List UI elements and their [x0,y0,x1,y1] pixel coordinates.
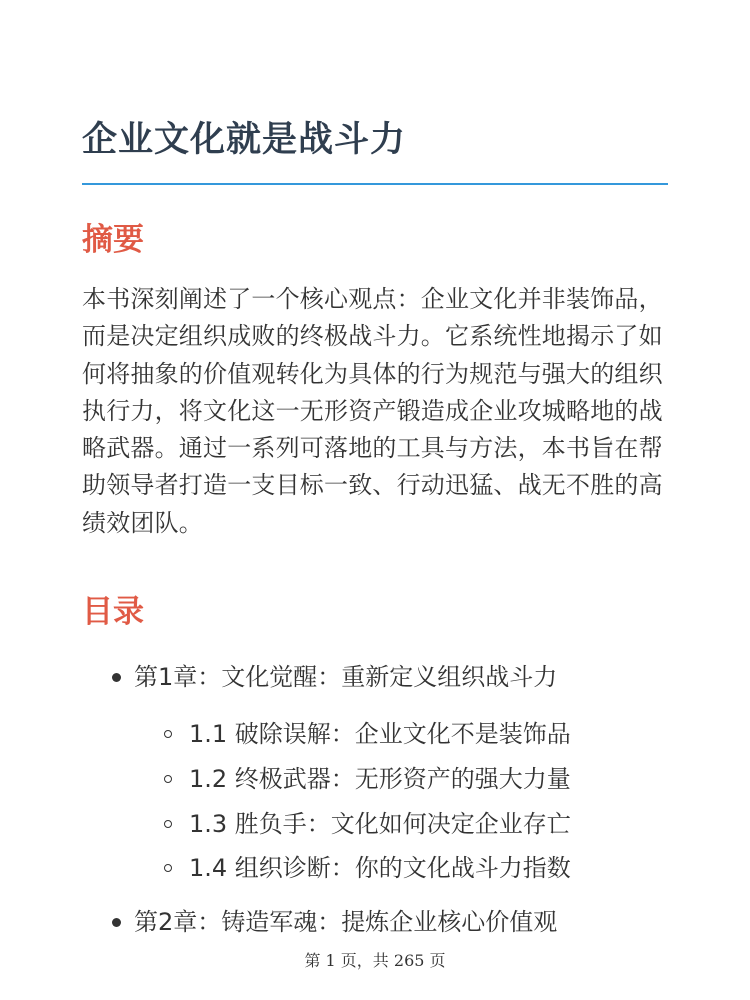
circle-bullet-icon [164,820,172,828]
toc-section-item: 1.3 胜负手：文化如何决定企业存亡 [189,810,571,838]
circle-bullet-icon [164,775,172,783]
title-divider [82,183,668,185]
toc-chapter-label: 第1章：文化觉醒：重新定义组织战斗力 [134,663,558,691]
disc-bullet-icon [112,918,121,927]
toc-section-item: 1.4 组织诊断：你的文化战斗力指数 [189,854,571,882]
toc-section-item: 1.2 终极武器：无形资产的强大力量 [189,765,571,793]
disc-bullet-icon [112,673,121,682]
document-title: 企业文化就是战斗力 [82,120,407,160]
circle-bullet-icon [164,864,172,872]
toc-heading: 目录 [82,594,144,630]
summary-heading: 摘要 [82,222,144,258]
summary-paragraph: 本书深刻阐述了一个核心观点：企业文化并非装饰品，而是决定组织成败的终极战斗力。它系统性地揭示了如何将抽象的价值观转化为具体的行为规范与强大的组织执行力，将文化这一无形资产锻造成企业攻城略地的战略武器。通过一系列可落地的工具与方法，本书旨在帮助领导者打造一支目标一致、行动迅猛、战无不胜的高绩效团队。 [82,285,663,537]
page-footer: 第 1 页，共 265 页 [304,951,446,970]
toc-chapter-label: 第2章：铸造军魂：提炼企业核心价值观 [134,908,558,936]
toc-section-item: 1.1 破除误解：企业文化不是装饰品 [189,720,571,748]
circle-bullet-icon [164,730,172,738]
